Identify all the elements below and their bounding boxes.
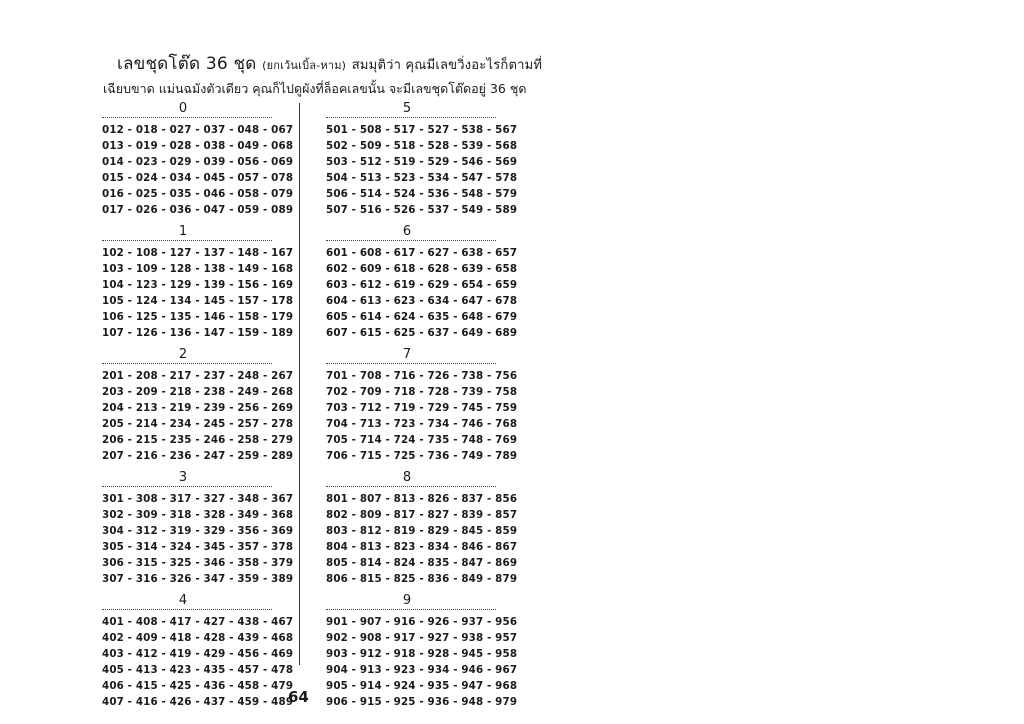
group-gap <box>102 341 272 348</box>
number-row: 206 - 215 - 235 - 246 - 258 - 279 <box>102 434 294 446</box>
group-gap <box>326 587 496 594</box>
number-row: 012 - 018 - 027 - 037 - 048 - 067 <box>102 124 294 136</box>
number-row: 605 - 614 - 624 - 635 - 648 - 679 <box>326 311 518 323</box>
group-label: 3 <box>178 470 188 485</box>
group-gap <box>102 587 272 594</box>
number-row: 102 - 108 - 127 - 137 - 148 - 167 <box>102 247 294 259</box>
number-row: 502 - 509 - 518 - 528 - 539 - 568 <box>326 140 518 152</box>
group-header <box>102 594 272 610</box>
column-divider <box>299 103 300 665</box>
number-row: 504 - 513 - 523 - 534 - 547 - 578 <box>326 172 518 184</box>
group-header <box>326 348 496 364</box>
number-row: 016 - 025 - 035 - 046 - 058 - 079 <box>102 188 294 200</box>
number-row: 304 - 312 - 319 - 329 - 356 - 369 <box>102 525 294 537</box>
number-group-0 <box>102 101 294 218</box>
page-number: 64 <box>288 688 309 706</box>
group-label: 2 <box>178 347 188 362</box>
group-label: 8 <box>402 470 412 485</box>
number-row: 905 - 914 - 924 - 935 - 947 - 968 <box>326 680 518 692</box>
number-row: 903 - 912 - 918 - 928 - 945 - 958 <box>326 648 518 660</box>
intro-text: เฉียบขาด แม่นฉมังตัวเดียว คุณก็ไปดูผังที่ล็อคเลขนั้น จะมีเลขชุดโต๊ดอยู่ 36 ชุด <box>103 81 527 96</box>
number-group-3 <box>102 470 294 587</box>
group-label: 0 <box>178 101 188 116</box>
number-row: 604 - 613 - 623 - 634 - 647 - 678 <box>326 295 518 307</box>
group-header <box>326 594 496 610</box>
group-label: 1 <box>178 224 188 239</box>
number-row: 805 - 814 - 824 - 835 - 847 - 869 <box>326 557 518 569</box>
number-row: 902 - 908 - 917 - 927 - 938 - 957 <box>326 632 518 644</box>
number-row: 306 - 315 - 325 - 346 - 358 - 379 <box>102 557 294 569</box>
number-row: 017 - 026 - 036 - 047 - 059 - 089 <box>102 204 294 216</box>
number-row: 704 - 713 - 723 - 734 - 746 - 768 <box>326 418 518 430</box>
group-header <box>326 471 496 487</box>
number-row: 706 - 715 - 725 - 736 - 749 - 789 <box>326 450 518 462</box>
number-row: 801 - 807 - 813 - 826 - 837 - 856 <box>326 493 518 505</box>
group-label: 5 <box>402 101 412 116</box>
group-header <box>326 225 496 241</box>
number-row: 013 - 019 - 028 - 038 - 049 - 068 <box>102 140 294 152</box>
group-label: 4 <box>178 593 188 608</box>
group-label: 9 <box>402 593 412 608</box>
left-column <box>102 101 294 710</box>
group-gap <box>102 218 272 225</box>
number-row: 107 - 126 - 136 - 147 - 159 - 189 <box>102 327 294 339</box>
number-group-1 <box>102 224 294 341</box>
number-row: 207 - 216 - 236 - 247 - 259 - 289 <box>102 450 294 462</box>
group-header <box>326 102 496 118</box>
number-row: 607 - 615 - 625 - 637 - 649 - 689 <box>326 327 518 339</box>
number-row: 204 - 213 - 219 - 239 - 256 - 269 <box>102 402 294 414</box>
number-row: 702 - 709 - 718 - 728 - 739 - 758 <box>326 386 518 398</box>
number-row: 203 - 209 - 218 - 238 - 249 - 268 <box>102 386 294 398</box>
number-row: 506 - 514 - 524 - 536 - 548 - 579 <box>326 188 518 200</box>
group-header <box>102 102 272 118</box>
number-row: 901 - 907 - 916 - 926 - 937 - 956 <box>326 616 518 628</box>
number-row: 906 - 915 - 925 - 936 - 948 - 979 <box>326 696 518 708</box>
number-row: 014 - 023 - 029 - 039 - 056 - 069 <box>102 156 294 168</box>
group-label: 6 <box>402 224 412 239</box>
right-column <box>326 101 518 710</box>
page-title <box>117 50 542 77</box>
number-group-4 <box>102 593 294 710</box>
group-gap <box>326 341 496 348</box>
number-row: 405 - 413 - 423 - 435 - 457 - 478 <box>102 664 294 676</box>
number-row: 407 - 416 - 426 - 437 - 459 - 489 <box>102 696 294 708</box>
title-main: เลขชุดโต๊ด 36 ชุด <box>117 54 257 74</box>
group-header <box>102 471 272 487</box>
number-row: 201 - 208 - 217 - 237 - 248 - 267 <box>102 370 294 382</box>
title-rest: สมมุติว่า คุณมีเลขวิ่งอะไรก็ตามที่ <box>351 58 543 73</box>
group-gap <box>326 218 496 225</box>
number-row: 401 - 408 - 417 - 427 - 438 - 467 <box>102 616 294 628</box>
number-row: 106 - 125 - 135 - 146 - 158 - 179 <box>102 311 294 323</box>
number-group-6 <box>326 224 518 341</box>
group-label: 7 <box>402 347 412 362</box>
number-row: 503 - 512 - 519 - 529 - 546 - 569 <box>326 156 518 168</box>
number-group-5 <box>326 101 518 218</box>
number-row: 307 - 316 - 326 - 347 - 359 - 389 <box>102 573 294 585</box>
number-row: 302 - 309 - 318 - 328 - 349 - 368 <box>102 509 294 521</box>
number-row: 601 - 608 - 617 - 627 - 638 - 657 <box>326 247 518 259</box>
number-row: 602 - 609 - 618 - 628 - 639 - 658 <box>326 263 518 275</box>
number-row: 804 - 813 - 823 - 834 - 846 - 867 <box>326 541 518 553</box>
number-row: 507 - 516 - 526 - 537 - 549 - 589 <box>326 204 518 216</box>
number-row: 406 - 415 - 425 - 436 - 458 - 479 <box>102 680 294 692</box>
title-sub: (ยกเว้นเบิ้ล-หาม) <box>262 59 347 72</box>
number-row: 802 - 809 - 817 - 827 - 839 - 857 <box>326 509 518 521</box>
number-row: 701 - 708 - 716 - 726 - 738 - 756 <box>326 370 518 382</box>
number-group-8 <box>326 470 518 587</box>
number-row: 705 - 714 - 724 - 735 - 748 - 769 <box>326 434 518 446</box>
number-group-9 <box>326 593 518 710</box>
number-row: 103 - 109 - 128 - 138 - 149 - 168 <box>102 263 294 275</box>
number-row: 104 - 123 - 129 - 139 - 156 - 169 <box>102 279 294 291</box>
number-row: 501 - 508 - 517 - 527 - 538 - 567 <box>326 124 518 136</box>
number-group-2 <box>102 347 294 464</box>
group-gap <box>326 464 496 471</box>
number-row: 301 - 308 - 317 - 327 - 348 - 367 <box>102 493 294 505</box>
group-gap <box>102 464 272 471</box>
number-row: 806 - 815 - 825 - 836 - 849 - 879 <box>326 573 518 585</box>
number-row: 105 - 124 - 134 - 145 - 157 - 178 <box>102 295 294 307</box>
number-row: 904 - 913 - 923 - 934 - 946 - 967 <box>326 664 518 676</box>
number-row: 015 - 024 - 034 - 045 - 057 - 078 <box>102 172 294 184</box>
number-row: 803 - 812 - 819 - 829 - 845 - 859 <box>326 525 518 537</box>
number-row: 403 - 412 - 419 - 429 - 456 - 469 <box>102 648 294 660</box>
number-group-7 <box>326 347 518 464</box>
group-header <box>102 348 272 364</box>
number-row: 305 - 314 - 324 - 345 - 357 - 378 <box>102 541 294 553</box>
number-row: 402 - 409 - 418 - 428 - 439 - 468 <box>102 632 294 644</box>
group-header <box>102 225 272 241</box>
number-row: 603 - 612 - 619 - 629 - 654 - 659 <box>326 279 518 291</box>
number-row: 703 - 712 - 719 - 729 - 745 - 759 <box>326 402 518 414</box>
number-row: 205 - 214 - 234 - 245 - 257 - 278 <box>102 418 294 430</box>
